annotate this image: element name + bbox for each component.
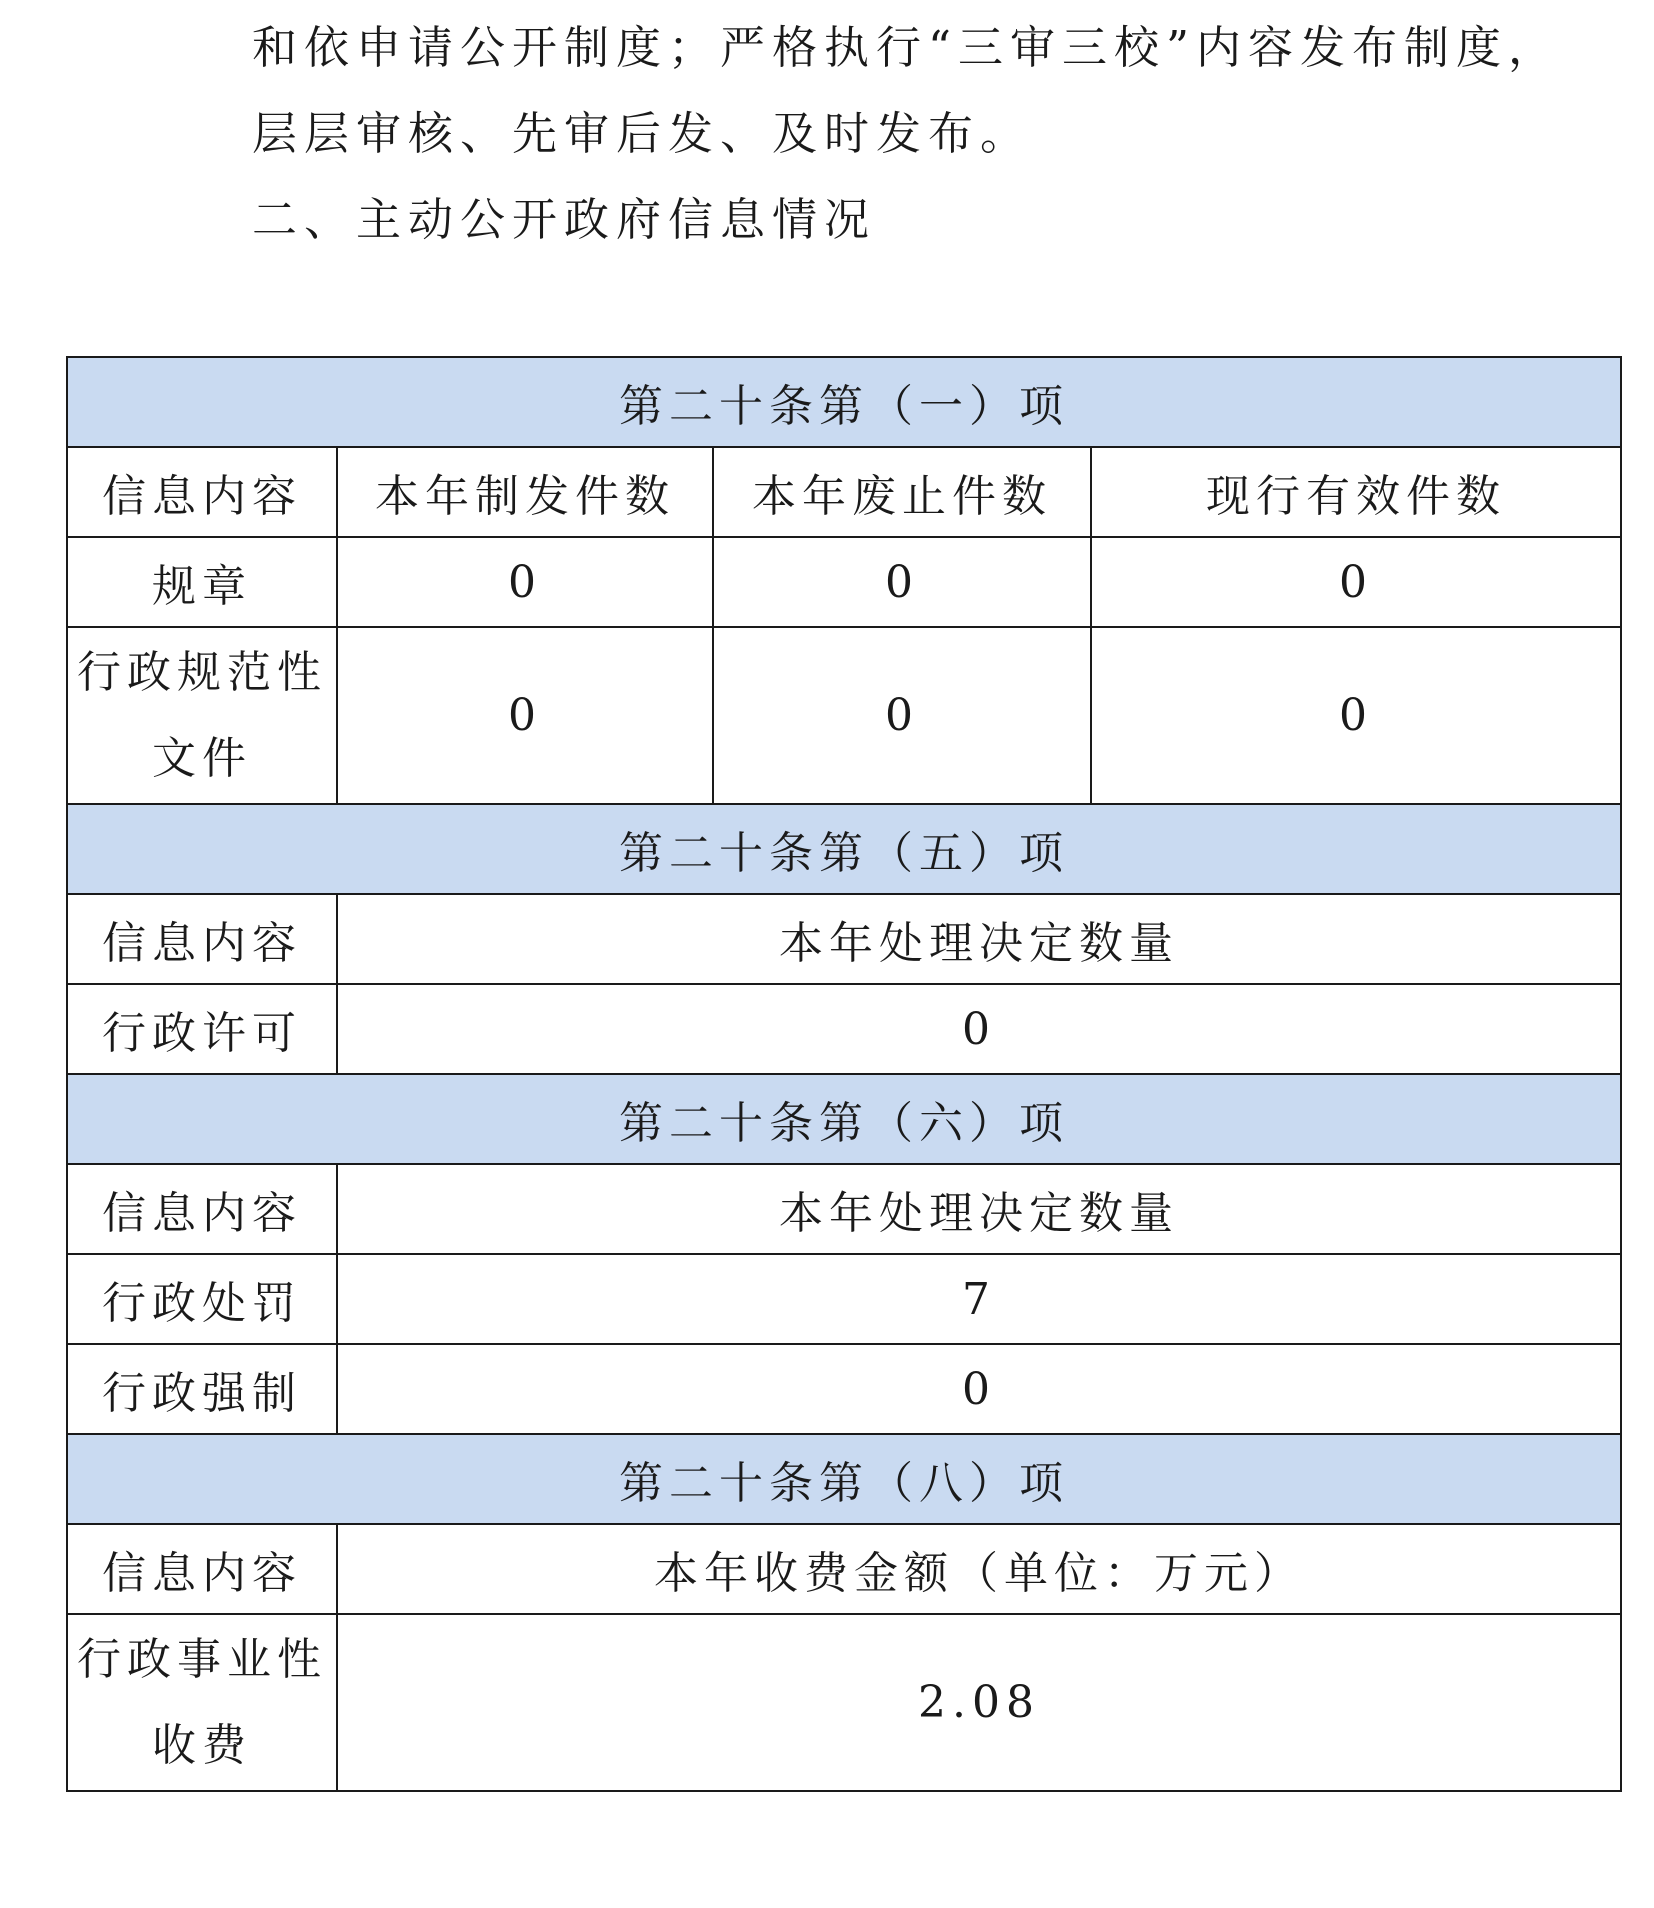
row-label: 行政处罚 [67,1254,337,1344]
body-paragraph-line-2: 层层审核、先审后发、及时发布。 [252,107,1033,160]
value-cell: 0 [337,537,713,627]
row-label-line: 收费 [152,1719,252,1771]
value-cell: 2.08 [337,1614,1621,1791]
header-cell: 本年收费金额（单位：万元） [337,1524,1621,1614]
section-heading: 二、主动公开政府信息情况 [252,193,877,246]
header-cell: 信息内容 [67,1164,337,1254]
header-cell: 信息内容 [67,1524,337,1614]
section-row [67,804,1621,894]
header-row [67,447,1621,537]
header-cell: 本年废止件数 [713,447,1091,537]
header-row [67,894,1621,984]
value-cell: 0 [1091,537,1621,627]
header-row [67,1164,1621,1254]
row-label [67,1614,337,1791]
section-row [67,1074,1621,1164]
value-cell: 0 [713,537,1091,627]
row-label [67,627,337,804]
disclosure-table [66,356,1622,1792]
value-cell: 0 [337,984,1621,1074]
header-cell: 本年制发件数 [337,447,713,537]
value-cell: 0 [337,627,713,804]
body-paragraph-line-1: 和依申请公开制度；严格执行“三审三校”内容发布制度， [252,21,1561,74]
table-row [67,1254,1621,1344]
section-row [67,1434,1621,1524]
value-cell: 7 [337,1254,1621,1344]
table-row [67,627,1621,804]
header-cell: 信息内容 [67,447,337,537]
row-label-line: 文件 [152,732,252,784]
row-label: 行政强制 [67,1344,337,1434]
table-row [67,1614,1621,1791]
section-title: 第二十条第（一）项 [67,357,1621,447]
section-title: 第二十条第（五）项 [67,804,1621,894]
value-cell: 0 [1091,627,1621,804]
value-cell: 0 [713,627,1091,804]
section-title: 第二十条第（八）项 [67,1434,1621,1524]
table-row [67,1344,1621,1434]
table-row [67,537,1621,627]
row-label: 规章 [67,537,337,627]
header-cell: 现行有效件数 [1091,447,1621,537]
header-cell: 信息内容 [67,894,337,984]
section-row [67,357,1621,447]
row-label: 行政许可 [67,984,337,1074]
header-row [67,1524,1621,1614]
row-label-line: 行政事业性 [77,1633,327,1685]
table-row [67,984,1621,1074]
header-cell: 本年处理决定数量 [337,1164,1621,1254]
row-label-line: 行政规范性 [77,646,327,698]
section-title: 第二十条第（六）项 [67,1074,1621,1164]
value-cell: 0 [337,1344,1621,1434]
header-cell: 本年处理决定数量 [337,894,1621,984]
